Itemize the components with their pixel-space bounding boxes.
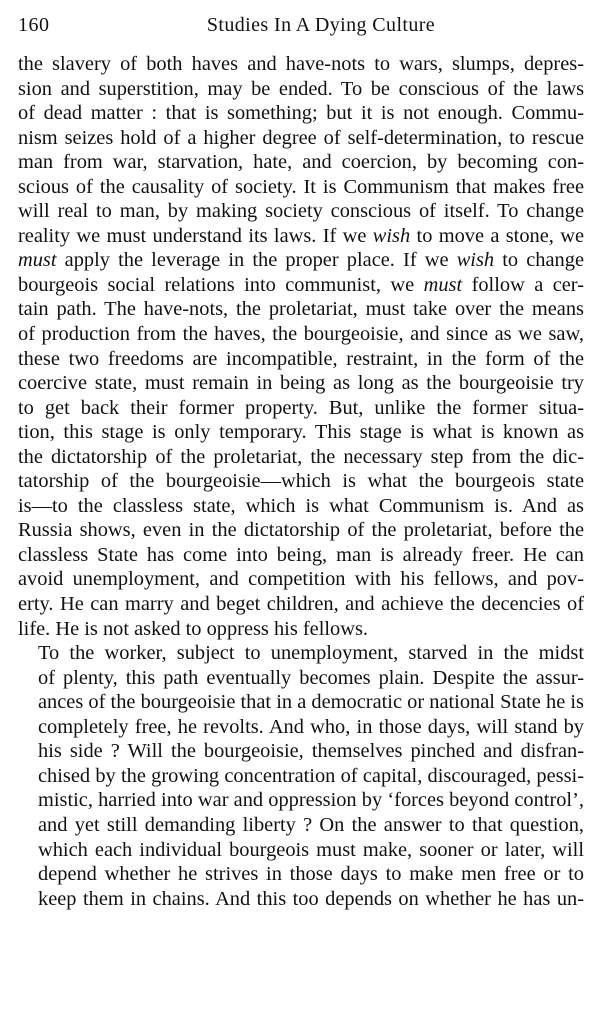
text-segment: and yet still demanding liberty ? On the answer to that question, bbox=[38, 813, 584, 836]
text-line bbox=[18, 838, 584, 863]
text-line bbox=[18, 543, 584, 568]
text-segment: completely free, he revolts. And who, in those days, will stand by bbox=[38, 715, 584, 738]
text-segment: life. He is not asked to oppress his fellows. bbox=[18, 617, 368, 640]
paragraph-2 bbox=[18, 641, 584, 911]
text-line bbox=[18, 396, 584, 421]
text-line bbox=[18, 420, 584, 445]
text-segment: erty. He can marry and beget children, and achieve the decencies of bbox=[18, 593, 584, 616]
text-segment: coercive state, must remain in being as long as the bourgeoisie try bbox=[18, 372, 584, 395]
text-line bbox=[18, 77, 584, 102]
text-segment: tain path. The have-nots, the proletariat, must take over the means bbox=[18, 298, 584, 321]
text-segment: To the worker, subject to unemployment, starved in the midst bbox=[38, 642, 584, 665]
text-line bbox=[18, 126, 584, 151]
text-line bbox=[18, 224, 584, 249]
text-line bbox=[18, 52, 584, 77]
text-segment: reality we must understand its laws. If we bbox=[18, 224, 373, 247]
text-segment: which each individual bourgeois must make, sooner or later, will bbox=[38, 838, 584, 861]
text-segment: of dead matter : that is something; but it is not enough. Commu- bbox=[18, 102, 584, 125]
text-segment: avoid unemployment, and competition with his fellows, and pov- bbox=[18, 568, 584, 591]
page-header bbox=[18, 14, 584, 44]
text-segment: bourgeois social relations into communist, we bbox=[18, 273, 424, 296]
text-line bbox=[18, 592, 584, 617]
text-line bbox=[18, 666, 584, 691]
text-line bbox=[18, 764, 584, 789]
running-head: Studies In A Dying Culture bbox=[206, 14, 436, 36]
text-line bbox=[18, 175, 584, 200]
text-line bbox=[18, 715, 584, 740]
text-line bbox=[18, 641, 584, 666]
body-text bbox=[18, 52, 584, 911]
text-segment: man from war, starvation, hate, and coercion, by becoming con- bbox=[18, 151, 584, 174]
text-line bbox=[18, 469, 584, 494]
text-line bbox=[18, 297, 584, 322]
text-segment: his side ? Will the bourgeoisie, themselves pinched and disfran- bbox=[38, 740, 584, 763]
text-segment: depend whether he strives in those days to make men free or to bbox=[38, 863, 584, 886]
text-segment: of production from the haves, the bourgeoisie, and since as we saw, bbox=[18, 323, 584, 346]
text-line bbox=[18, 248, 584, 273]
text-line bbox=[18, 567, 584, 592]
text-line bbox=[18, 617, 584, 642]
text-line bbox=[18, 273, 584, 298]
emphasized-word: must bbox=[423, 273, 463, 296]
text-line bbox=[18, 347, 584, 372]
text-segment: to get back their former property. But, unlike the former situa- bbox=[18, 396, 584, 419]
text-line bbox=[18, 887, 584, 912]
paragraph-1 bbox=[18, 52, 584, 641]
text-segment: to change bbox=[494, 249, 584, 272]
page-number: 160 bbox=[18, 14, 50, 36]
text-segment: will real to man, by making society conscious of itself. To change bbox=[18, 200, 584, 223]
text-line bbox=[18, 101, 584, 126]
text-line bbox=[18, 739, 584, 764]
text-segment: keep them in chains. And this too depends on whether he has un- bbox=[38, 887, 584, 910]
text-segment: the slavery of both haves and have-nots to wars, slumps, depres- bbox=[18, 53, 584, 75]
text-segment: follow a cer- bbox=[462, 273, 584, 296]
text-segment: is—to the classless state, which is what Communism is. And as bbox=[18, 494, 584, 517]
text-segment: the dictatorship of the proletariat, the necessary step from the dic- bbox=[18, 445, 584, 468]
text-segment: to move a stone, we bbox=[410, 224, 584, 247]
text-segment: sion and superstition, may be ended. To be conscious of the laws bbox=[18, 77, 584, 100]
emphasized-word: wish bbox=[372, 224, 411, 247]
text-segment: these two freedoms are incompatible, restraint, in the form of the bbox=[18, 347, 584, 370]
text-segment: tatorship of the bourgeoisie—which is what the bourgeois state bbox=[18, 470, 584, 493]
text-line bbox=[18, 445, 584, 470]
emphasized-word: must bbox=[18, 249, 57, 272]
text-segment: of plenty, this path eventually becomes plain. Despite the assur- bbox=[38, 666, 584, 689]
text-line bbox=[18, 518, 584, 543]
text-segment: scious of the causality of society. It is Communism that makes free bbox=[18, 175, 584, 198]
text-segment: tion, this stage is only temporary. This stage is what is known as bbox=[18, 421, 584, 444]
text-segment: apply the leverage in the proper place. If we bbox=[56, 249, 457, 272]
text-line bbox=[18, 862, 584, 887]
text-segment: nism seizes hold of a higher degree of self-determination, to rescue bbox=[18, 126, 584, 149]
text-segment: Russia shows, even in the dictatorship of the proletariat, before the bbox=[18, 519, 584, 542]
text-line bbox=[18, 494, 584, 519]
text-segment: chised by the growing concentration of capital, discouraged, pessi- bbox=[38, 764, 584, 787]
text-line bbox=[18, 199, 584, 224]
text-segment: classless State has come into being, man is already freer. He can bbox=[18, 543, 584, 566]
text-segment: ances of the bourgeoisie that in a democratic or national State he is bbox=[38, 691, 584, 714]
text-line bbox=[18, 322, 584, 347]
text-line bbox=[18, 690, 584, 715]
text-line bbox=[18, 788, 584, 813]
text-line bbox=[18, 150, 584, 175]
text-line bbox=[18, 371, 584, 396]
emphasized-word: wish bbox=[456, 249, 495, 272]
text-line bbox=[18, 813, 584, 838]
text-segment: mistic, harried into war and oppression by ‘forces beyond control’, bbox=[38, 789, 584, 812]
